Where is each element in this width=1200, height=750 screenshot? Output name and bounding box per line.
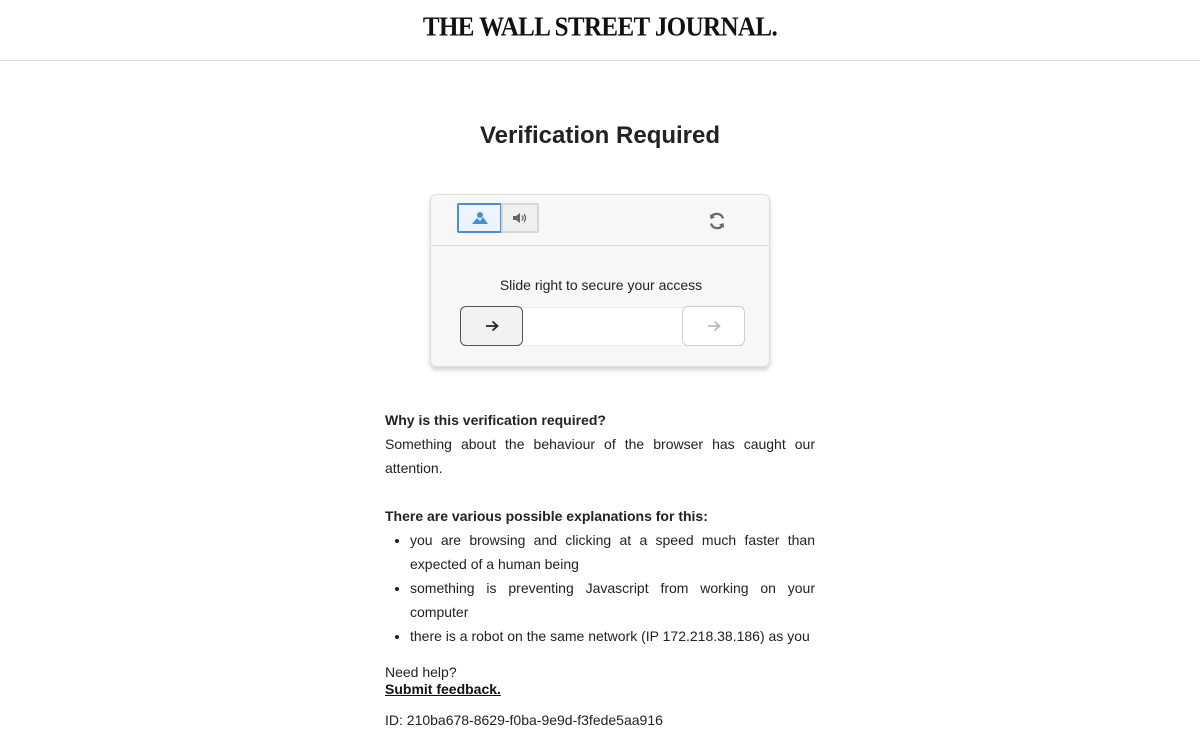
slider-captcha: [430, 194, 770, 367]
verification-info: [385, 408, 815, 729]
captcha-toolbar: [431, 195, 769, 246]
image-mode-button[interactable]: [457, 203, 502, 233]
slider-instruction: Slide right to secure your access: [499, 277, 703, 293]
explanations-heading: There are various possible explanations for this:: [385, 508, 708, 524]
site-header: [0, 0, 1200, 61]
arrow-right-icon: [707, 320, 721, 332]
request-id: ID: 210ba678-8629-f0ba-9e9d-f3fede5aa916: [385, 712, 663, 728]
image-icon: [471, 211, 489, 225]
why-heading: Why is this verification required?: [385, 412, 606, 428]
wsj-logo: THE WALL STREET JOURNAL.: [422, 12, 778, 43]
list-item: • there is a robot on the same network (IP 172.218.38.186) as you: [410, 624, 815, 648]
speaker-icon: [512, 212, 528, 224]
why-text: Something about the behaviour of the browser has caught our attention.: [385, 436, 815, 476]
list-item: • you are browsing and clicking at a speed much faster than expected of a human being: [410, 528, 815, 576]
arrow-right-icon: [485, 320, 499, 332]
refresh-icon: [707, 211, 727, 231]
submit-feedback-link[interactable]: Submit feedback.: [385, 681, 501, 697]
refresh-button[interactable]: [705, 209, 729, 233]
explanations-list: [410, 528, 815, 648]
need-help-text: Need help?: [385, 664, 457, 680]
audio-mode-button[interactable]: [501, 203, 539, 233]
slider-target: [682, 306, 745, 346]
page-title: Verification Required: [479, 122, 721, 149]
slider-handle[interactable]: [460, 306, 523, 346]
list-item: • something is preventing Javascript from working on your computer: [410, 576, 815, 624]
